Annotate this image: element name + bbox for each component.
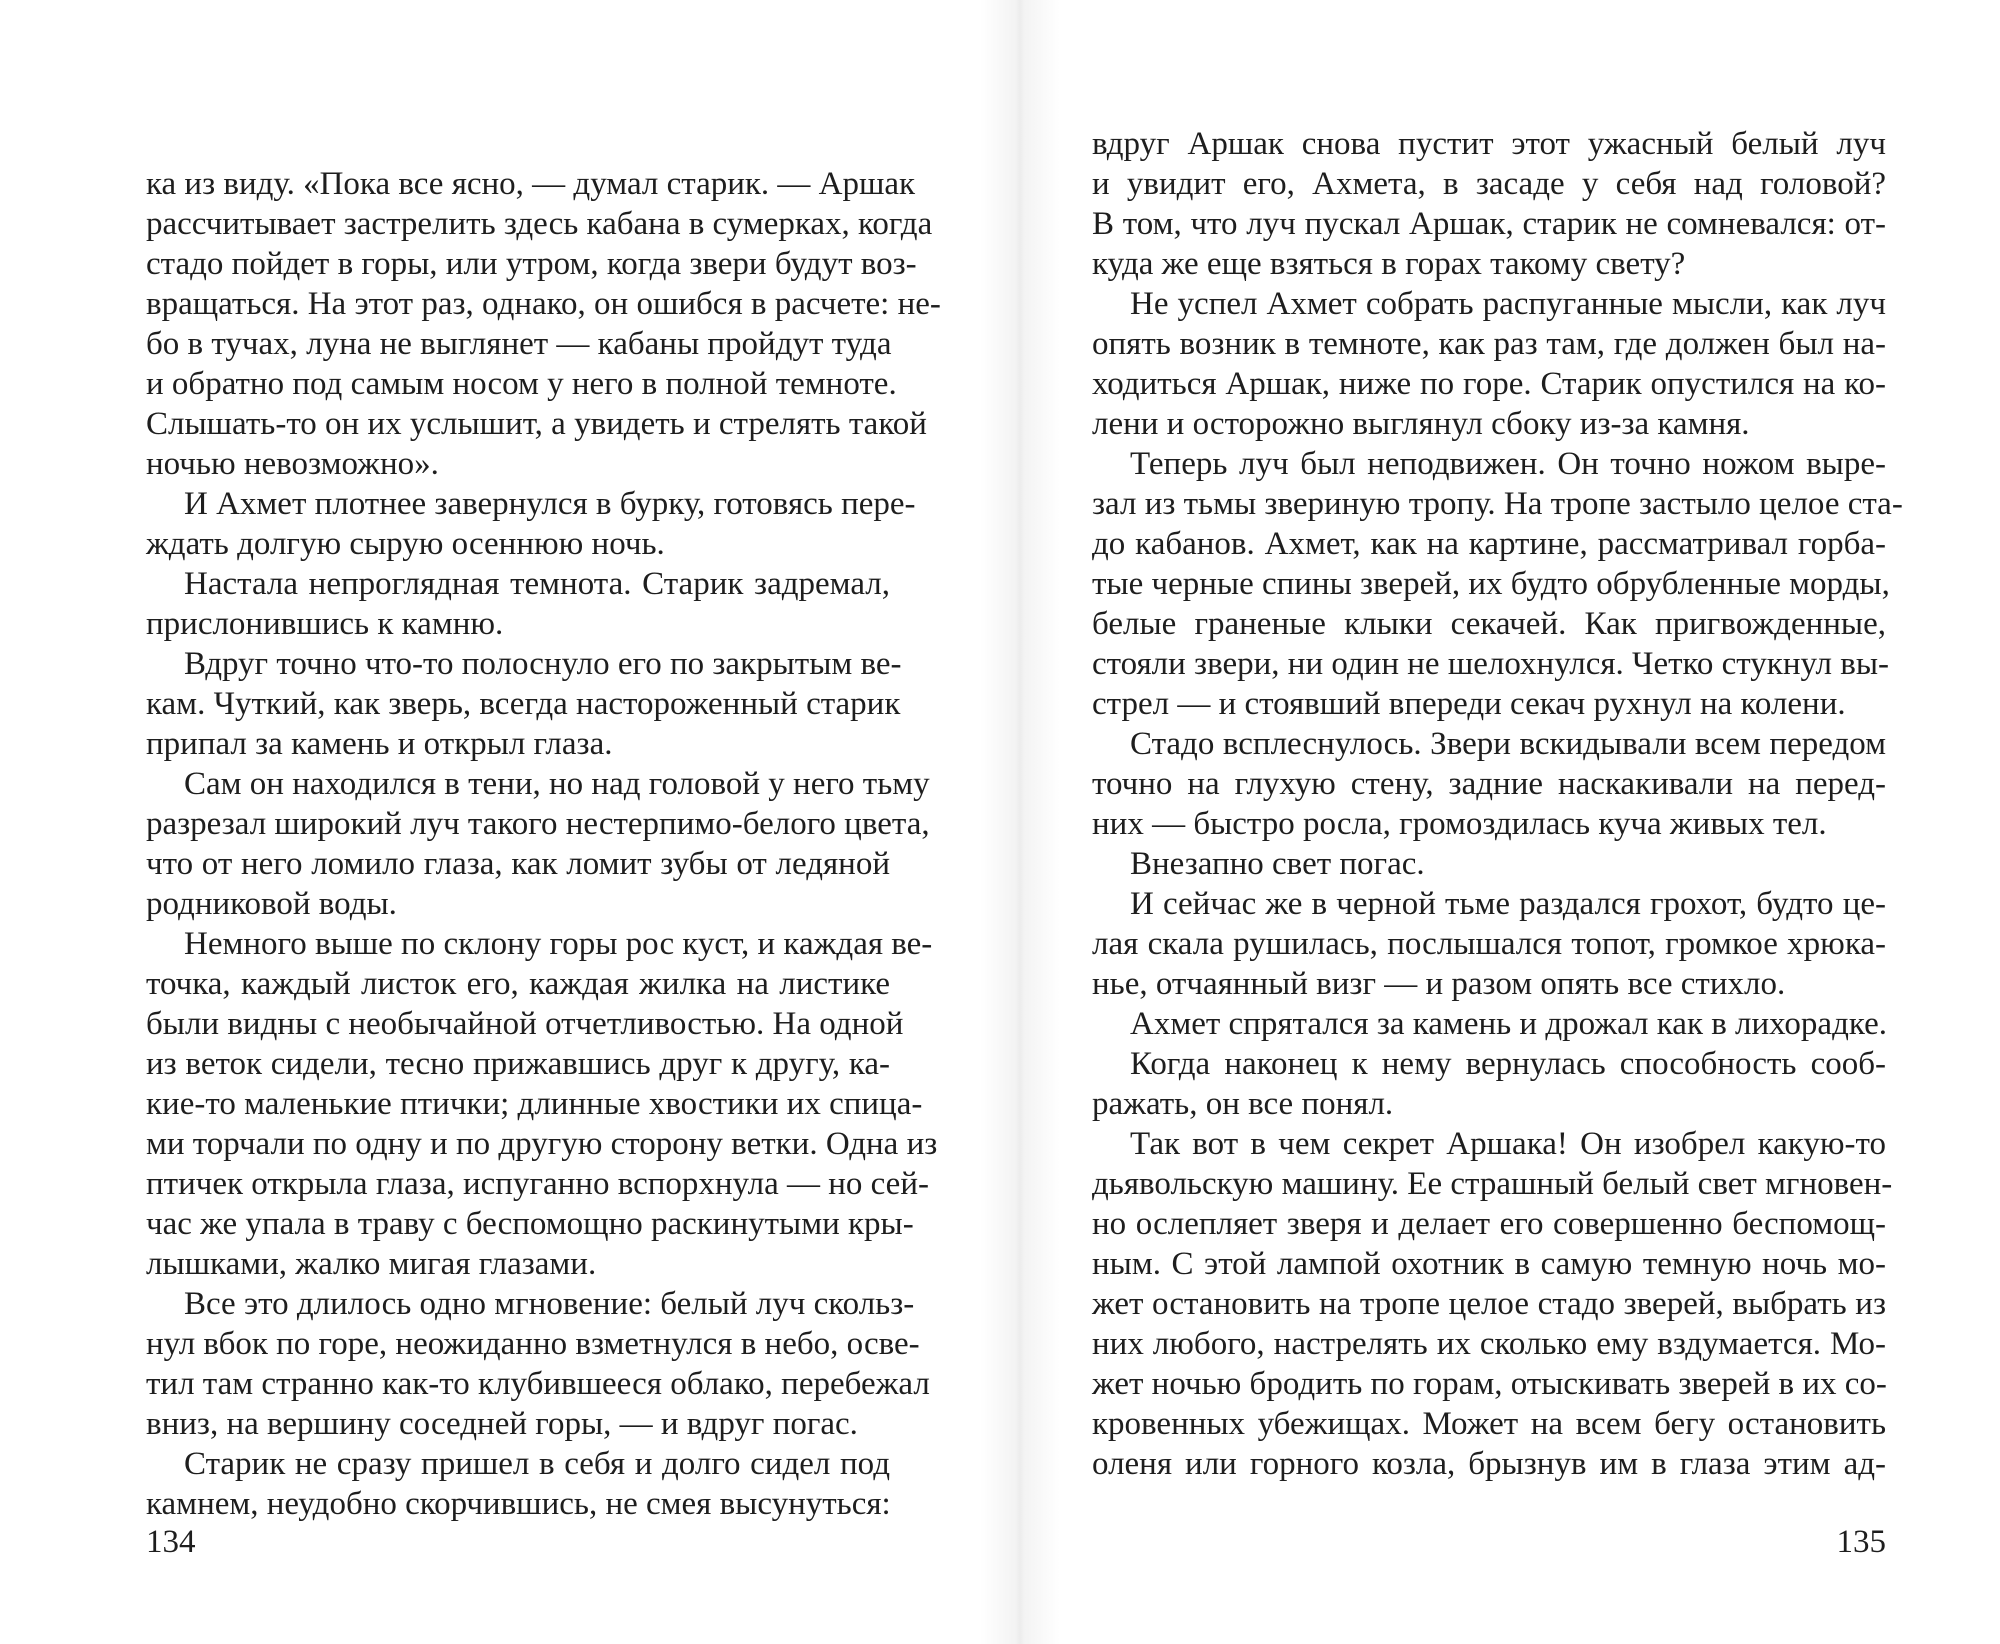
text-line: Все это длилось одно мгновение: белый луч скольз- xyxy=(184,1286,915,1322)
text-line: жет остановить на тропе целое стадо зверей, выбрать из xyxy=(1092,1286,1886,1322)
text-line: что от него ломило глаза, как ломит зубы от ледяной xyxy=(146,846,890,882)
text-line: Сам он находился в тени, но над головой у него тьму xyxy=(184,766,930,802)
text-line: ка из виду. «Пока все ясно, — думал старик. — Аршак xyxy=(146,166,916,202)
text-line: Теперь луч был неподвижен. Он точно ножом выре- xyxy=(1130,446,1886,482)
text-line: опять возник в темноте, как раз там, где должен был на- xyxy=(1092,326,1886,362)
text-line: оленя или горного козла, брызнув им в глаза этим ад- xyxy=(1092,1446,1886,1482)
text-line: Настала непроглядная темнота. Старик задремал, xyxy=(184,566,890,602)
text-line: жет ночью бродить по горам, отыскивать зверей в их со- xyxy=(1092,1366,1887,1402)
text-line: птичек открыла глаза, испуганно вспорхнула — но сей- xyxy=(146,1166,929,1202)
text-line: до кабанов. Ахмет, как на картине, рассматривал горба- xyxy=(1092,526,1886,562)
text-line: ражать, он все понял. xyxy=(1092,1086,1394,1122)
text-line: кие-то маленькие птички; длинные хвостики их спица- xyxy=(146,1086,923,1122)
text-line: тил там странно как-то клубившееся облако, перебежал xyxy=(146,1366,930,1402)
text-line: лая скала рушилась, послышался топот, громкое хрюка- xyxy=(1092,926,1886,962)
text-line: стояли звери, ни один не шелохнулся. Четко стукнул вы- xyxy=(1092,646,1889,682)
text-line: И сейчас же в черной тьме раздался грохот, будто це- xyxy=(1130,886,1886,922)
text-line: точка, каждый листок его, каждая жилка на листике xyxy=(146,966,890,1002)
text-line: стрел — и стоявший впереди секач рухнул на колени. xyxy=(1092,686,1846,722)
text-line: лышками, жалко мигая глазами. xyxy=(146,1246,597,1282)
text-line: кровенных убежищах. Может на всем бегу остановить xyxy=(1092,1406,1886,1442)
text-line: но ослепляет зверя и делает его совершенно беспомощ- xyxy=(1092,1206,1886,1242)
text-line: Стадо всплеснулось. Звери вскидывали всем передом xyxy=(1130,726,1886,762)
text-line: ночью невозможно». xyxy=(146,446,439,482)
text-line: Немного выше по склону горы рос куст, и каждая ве- xyxy=(184,926,933,962)
text-line: лени и осторожно выглянул сбоку из-за камня. xyxy=(1092,406,1750,442)
page-number-right: 135 xyxy=(1836,1524,1886,1560)
text-line: из веток сидели, тесно прижавшись друг к другу, ка- xyxy=(146,1046,890,1082)
text-line: вниз, на вершину соседней горы, — и вдруг погас. xyxy=(146,1406,858,1442)
text-line: ходиться Аршак, ниже по горе. Старик опустился на ко- xyxy=(1092,366,1886,402)
text-line: И Ахмет плотнее завернулся в бурку, готовясь пере- xyxy=(184,486,916,522)
right-page xyxy=(1000,0,2000,1644)
text-line: прислонившись к камню. xyxy=(146,606,504,642)
text-line: припал за камень и открыл глаза. xyxy=(146,726,613,762)
text-line: ждать долгую сырую осеннюю ночь. xyxy=(146,526,665,562)
text-line: ми торчали по одну и по другую сторону ветки. Одна из xyxy=(146,1126,938,1162)
right-page-text xyxy=(1092,124,1903,1484)
text-line: рассчитывает застрелить здесь кабана в сумерках, когда xyxy=(146,206,933,242)
text-line: Когда наконец к нему вернулась способность сооб- xyxy=(1130,1046,1886,1082)
text-line: Слышать-то он их услышит, а увидеть и стрелять такой xyxy=(146,406,927,442)
text-line: ным. С этой лампой охотник в самую темную ночь мо- xyxy=(1092,1246,1886,1282)
text-line: и обратно под самым носом у него в полной темноте. xyxy=(146,366,897,402)
text-line: куда же еще взяться в горах такому свету? xyxy=(1092,246,1686,282)
text-line: разрезал широкий луч такого нестерпимо-белого цвета, xyxy=(146,806,930,842)
text-line: вращаться. На этот раз, однако, он ошибся в расчете: не- xyxy=(146,286,941,322)
page-number-left: 134 xyxy=(146,1524,196,1560)
left-page-text xyxy=(146,164,941,1524)
text-line: Не успел Ахмет собрать распуганные мысли, как луч xyxy=(1130,286,1886,322)
text-line: нул вбок по горе, неожиданно взметнулся в небо, осве- xyxy=(146,1326,920,1362)
text-line: и увидит его, Ахмета, в засаде у себя над головой? xyxy=(1092,166,1886,202)
text-line: белые граненые клыки секачей. Как пригвожденные, xyxy=(1092,606,1886,642)
text-line: родниковой воды. xyxy=(146,886,397,922)
text-line: зал из тьмы звериную тропу. На тропе застыло целое ста- xyxy=(1092,486,1903,522)
text-line: кам. Чуткий, как зверь, всегда настороженный старик xyxy=(146,686,901,722)
text-line: нье, отчаянный визг — и разом опять все стихло. xyxy=(1092,966,1786,1002)
text-line: них — быстро росла, громоздилась куча живых тел. xyxy=(1092,806,1827,842)
text-line: Вдруг точно что-то полоснуло его по закрытым ве- xyxy=(184,646,902,682)
text-line: них любого, настрелять их сколько ему вздумается. Мо- xyxy=(1092,1326,1886,1362)
text-line: бо в тучах, луна не выглянет — кабаны пройдут туда xyxy=(146,326,892,362)
text-line: дьявольскую машину. Ее страшный белый свет мгновен- xyxy=(1092,1166,1893,1202)
text-line: были видны с необычайной отчетливостью. На одной xyxy=(146,1006,904,1042)
text-line: камнем, неудобно скорчившись, не смея высунуться: xyxy=(146,1486,891,1522)
text-line: Ахмет спрятался за камень и дрожал как в лихорадке. xyxy=(1130,1006,1887,1042)
text-line: В том, что луч пускал Аршак, старик не сомневался: от- xyxy=(1092,206,1886,242)
text-line: час же упала в траву с беспомощно раскинутыми кры- xyxy=(146,1206,914,1242)
text-line: тые черные спины зверей, их будто обрубленные морды, xyxy=(1092,566,1890,602)
text-line: вдруг Аршак снова пустит этот ужасный белый луч xyxy=(1092,126,1886,162)
text-line: Так вот в чем секрет Аршака! Он изобрел какую-то xyxy=(1130,1126,1886,1162)
text-line: Старик не сразу пришел в себя и долго сидел под xyxy=(184,1446,890,1482)
text-line: Внезапно свет погас. xyxy=(1130,846,1425,882)
text-line: стадо пойдет в горы, или утром, когда звери будут воз- xyxy=(146,246,917,282)
text-line: точно на глухую стену, задние наскакивали на перед- xyxy=(1092,766,1886,802)
